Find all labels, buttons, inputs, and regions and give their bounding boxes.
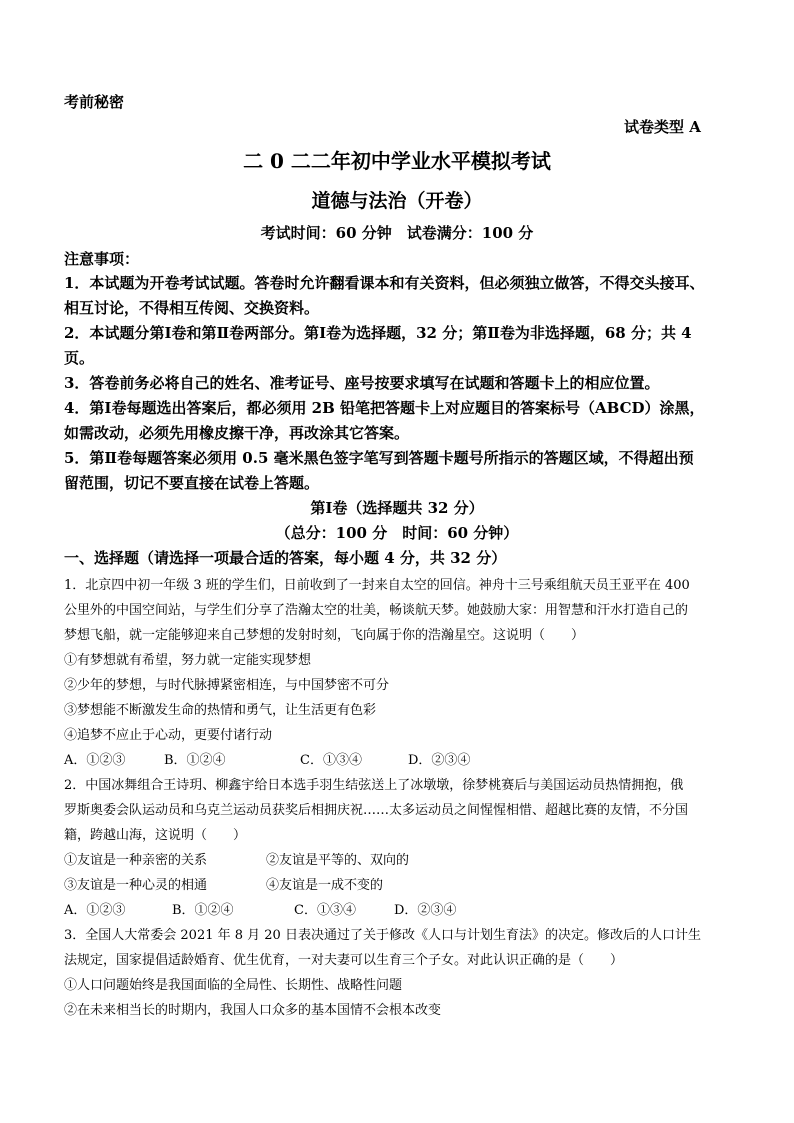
q1-choice-c: C．①③④ xyxy=(300,753,362,768)
q1-stem-line: 梦想飞船，就一定能够迎来自己梦想的发射时刻，飞向属于你的浩瀚星空。这说明（ ） xyxy=(64,628,585,643)
notice-line: 留范围，切记不要直接在试卷上答题。 xyxy=(64,474,320,492)
notice-line: 相互讨论，不得相互传阅、交换资料。 xyxy=(64,299,320,317)
paper-type-label: 试卷类型 A xyxy=(624,118,701,136)
q1-item: ①有梦想就有希望，努力就一定能实现梦想 xyxy=(64,653,312,668)
q1-stem-line: 公里外的中国空间站，与学生们分享了浩瀚太空的壮美，畅谈航天梦。她鼓励大家：用智慧和汗水打造自己的 xyxy=(64,603,689,618)
q3-stem-line: 法规定，国家提倡适龄婚育、优生优育，一对夫妻可以生育三个子女。对此认识正确的是（ ） xyxy=(64,953,624,968)
q2-item: ④友谊是一成不变的 xyxy=(266,878,384,893)
q1-choice-d: D．②③④ xyxy=(408,753,471,768)
time-score-line: 考试时间：60 分钟 试卷满分：100 分 xyxy=(260,224,534,242)
q2-item: ②友谊是平等的、双向的 xyxy=(266,853,410,868)
q1-stem-line: 1．北京四中初一年级 3 班的学生们，日前收到了一封来自太空的回信。神舟十三号乘组航天员王亚平在 400 xyxy=(64,578,690,593)
q3-stem-line: 3．全国人大常委会 2021 年 8 月 20 日表决通过了关于修改《人口与计划生育法》的决定。修改后的人口计生 xyxy=(64,928,701,943)
q1-item: ④追梦不应止于心动，更要付诸行动 xyxy=(64,728,273,743)
notice-line: 5．第Ⅱ卷每题答案必须用 0.5 毫米黑色签字笔写到答题卡题号所指示的答题区域，不得超出预 xyxy=(64,449,694,467)
q2-stem-line: 罗斯奥委会队运动员和乌克兰运动员获奖后相拥庆祝……太多运动员之间惺惺相惜、超越比赛的友情，不分国 xyxy=(64,803,689,818)
subject-title: 道德与法治（开卷） xyxy=(311,190,483,212)
notice-line: 如需改动，必须先用橡皮擦干净，再改涂其它答案。 xyxy=(64,424,410,442)
q3-item: ①人口问题始终是我国面临的全局性、长期性、战略性问题 xyxy=(64,978,403,993)
notice-line: 3．答卷前务必将自己的姓名、准考证号、座号按要求填写在试题和答题卡上的相应位置。 xyxy=(64,374,660,392)
q2-choice-a: A．①②③ xyxy=(64,903,126,918)
q1-item: ③梦想能不断激发生命的热情和勇气，让生活更有色彩 xyxy=(64,703,377,718)
section-title: 第Ⅰ卷（选择题共 32 分） xyxy=(310,499,484,517)
q3-item: ②在未来相当长的时期内，我国人口众多的基本国情不会根本改变 xyxy=(64,1003,442,1018)
q2-item: ①友谊是一种亲密的关系 xyxy=(64,853,208,868)
q2-item: ③友谊是一种心灵的相通 xyxy=(64,878,208,893)
notice-heading: 注意事项： xyxy=(64,250,140,268)
exam-title: 二 0 二二年初中学业水平模拟考试 xyxy=(243,149,551,173)
notice-line: 1．本试题为开卷考试试题。答卷时允许翻看课本和有关资料，但必须独立做答，不得交头接耳、 xyxy=(64,274,705,292)
q1-item: ②少年的梦想，与时代脉搏紧密相连，与中国梦密不可分 xyxy=(64,678,390,693)
q2-choice-b: B．①②④ xyxy=(172,903,234,918)
q2-stem-line: 2．中国冰舞组合王诗玥、柳鑫宇给日本选手羽生结弦送上了冰墩墩，徐梦桃赛后与美国运动员热情拥抱，俄 xyxy=(64,778,684,793)
secret-label: 考前秘密 xyxy=(64,93,125,111)
notice-line: 4．第Ⅰ卷每题选出答案后，都必须用 2B 铅笔把答题卡上对应题目的答案标号（ABCD）涂黑， xyxy=(64,399,705,417)
notice-line: 2．本试题分第Ⅰ卷和第Ⅱ卷两部分。第Ⅰ卷为选择题，32 分；第Ⅱ卷为非选择题，68 分；共 4 xyxy=(64,324,692,342)
q2-stem-line: 籍，跨越山海，这说明（ ） xyxy=(64,828,247,843)
q2-choice-c: C．①③④ xyxy=(294,903,356,918)
q2-choice-d: D．②③④ xyxy=(394,903,457,918)
notice-line: 页。 xyxy=(64,349,95,367)
section-heading: 一、选择题（请选择一项最合适的答案，每小题 4 分，共 32 分） xyxy=(64,549,507,567)
section-subtitle: （总分：100 分 时间：60 分钟） xyxy=(275,524,519,542)
q1-choice-a: A．①②③ xyxy=(64,753,126,768)
q1-choice-b: B．①②④ xyxy=(164,753,226,768)
